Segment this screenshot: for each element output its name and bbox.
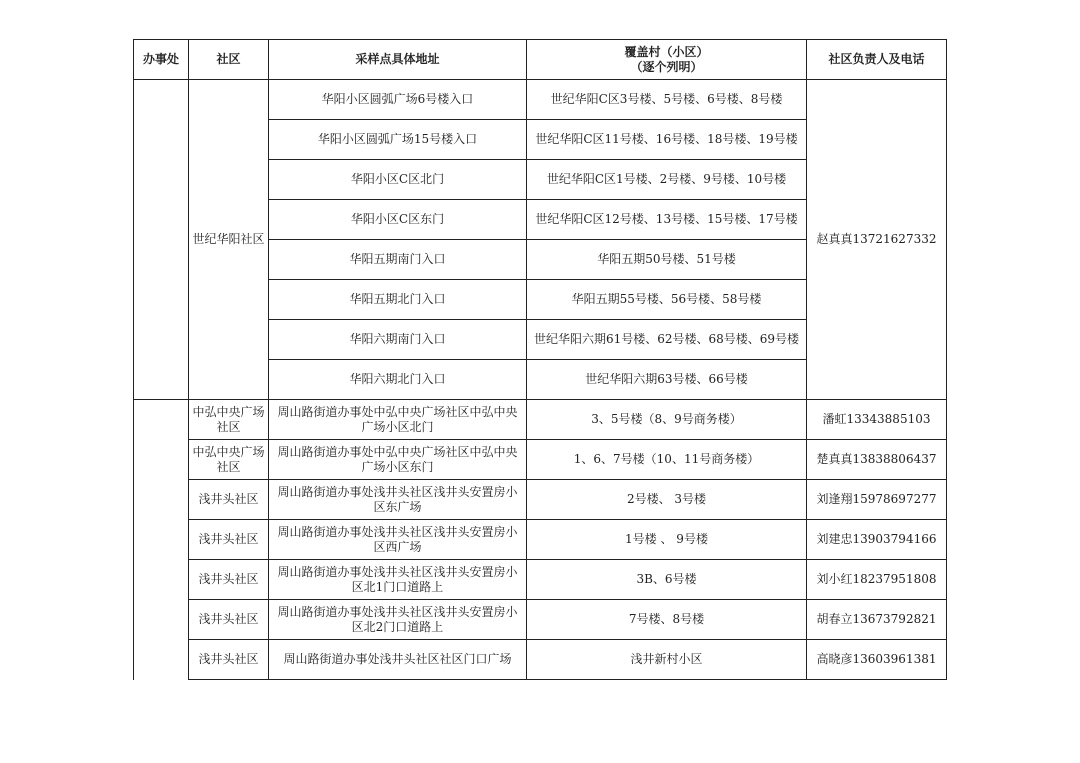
office-cell xyxy=(134,400,189,680)
coverage-cell: 世纪华阳C区3号楼、5号楼、6号楼、8号楼 xyxy=(527,80,807,120)
coverage-cell: 世纪华阳C区11号楼、16号楼、18号楼、19号楼 xyxy=(527,120,807,160)
table-row xyxy=(134,480,947,520)
address-cell: 周山路街道办事处中弘中央广场社区中弘中央广场小区东门 xyxy=(269,440,527,480)
address-cell: 华阳五期南门入口 xyxy=(269,240,527,280)
contact-cell: 胡春立13673792821 xyxy=(807,600,947,640)
address-cell: 华阳小区C区东门 xyxy=(269,200,527,240)
coverage-cell: 1、6、7号楼（10、11号商务楼） xyxy=(527,440,807,480)
header-contact: 社区负责人及电话 xyxy=(807,40,947,80)
coverage-cell: 2号楼、 3号楼 xyxy=(527,480,807,520)
address-cell: 周山路街道办事处浅井头社区浅井头安置房小区北2门口道路上 xyxy=(269,600,527,640)
coverage-cell: 世纪华阳六期61号楼、62号楼、68号楼、69号楼 xyxy=(527,320,807,360)
coverage-cell: 世纪华阳六期63号楼、66号楼 xyxy=(527,360,807,400)
community-cell: 中弘中央广场社区 xyxy=(189,440,269,480)
address-cell: 华阳小区圆弧广场6号楼入口 xyxy=(269,80,527,120)
address-cell: 周山路街道办事处浅井头社区浅井头安置房小区北1门口道路上 xyxy=(269,560,527,600)
header-coverage xyxy=(527,40,807,80)
address-cell: 周山路街道办事处浅井头社区社区门口广场 xyxy=(269,640,527,680)
community-cell: 浅井头社区 xyxy=(189,520,269,560)
table-header-row xyxy=(134,40,947,80)
address-cell: 华阳五期北门入口 xyxy=(269,280,527,320)
community-cell: 浅井头社区 xyxy=(189,480,269,520)
community-cell: 中弘中央广场社区 xyxy=(189,400,269,440)
contact-cell: 刘建忠13903794166 xyxy=(807,520,947,560)
coverage-cell: 世纪华阳C区1号楼、2号楼、9号楼、10号楼 xyxy=(527,160,807,200)
coverage-cell: 华阳五期50号楼、51号楼 xyxy=(527,240,807,280)
header-community: 社区 xyxy=(189,40,269,80)
coverage-cell: 浅井新村小区 xyxy=(527,640,807,680)
header-address: 采样点具体地址 xyxy=(269,40,527,80)
table-row xyxy=(134,400,947,440)
coverage-cell: 3、5号楼（8、9号商务楼） xyxy=(527,400,807,440)
address-cell: 周山路街道办事处浅井头社区浅井头安置房小区东广场 xyxy=(269,480,527,520)
contact-cell: 刘逢翔15978697277 xyxy=(807,480,947,520)
table-row xyxy=(134,520,947,560)
coverage-cell: 7号楼、8号楼 xyxy=(527,600,807,640)
contact-cell: 赵真真13721627332 xyxy=(807,80,947,400)
table-row xyxy=(134,600,947,640)
address-cell: 周山路街道办事处浅井头社区浅井头安置房小区西广场 xyxy=(269,520,527,560)
table-row xyxy=(134,640,947,680)
office-cell xyxy=(134,80,189,400)
coverage-cell: 世纪华阳C区12号楼、13号楼、15号楼、17号楼 xyxy=(527,200,807,240)
header-coverage-line2: （逐个列明） xyxy=(630,59,703,74)
address-cell: 华阳小区圆弧广场15号楼入口 xyxy=(269,120,527,160)
community-cell: 浅井头社区 xyxy=(189,560,269,600)
address-cell: 周山路街道办事处中弘中央广场社区中弘中央广场小区北门 xyxy=(269,400,527,440)
sampling-sites-table xyxy=(133,39,947,680)
community-cell: 浅井头社区 xyxy=(189,600,269,640)
address-cell: 华阳六期北门入口 xyxy=(269,360,527,400)
table-body xyxy=(134,80,947,680)
contact-cell: 刘小红18237951808 xyxy=(807,560,947,600)
table-row xyxy=(134,560,947,600)
coverage-cell: 3B、6号楼 xyxy=(527,560,807,600)
coverage-cell: 华阳五期55号楼、56号楼、58号楼 xyxy=(527,280,807,320)
community-cell: 浅井头社区 xyxy=(189,640,269,680)
table-row xyxy=(134,80,947,120)
coverage-cell: 1号楼 、 9号楼 xyxy=(527,520,807,560)
contact-cell: 高晓彦13603961381 xyxy=(807,640,947,680)
contact-cell: 潘虹13343885103 xyxy=(807,400,947,440)
contact-cell: 楚真真13838806437 xyxy=(807,440,947,480)
header-office: 办事处 xyxy=(134,40,189,80)
address-cell: 华阳六期南门入口 xyxy=(269,320,527,360)
table-row xyxy=(134,440,947,480)
community-cell: 世纪华阳社区 xyxy=(189,80,269,400)
header-coverage-line1: 覆盖村（小区） xyxy=(624,44,709,59)
address-cell: 华阳小区C区北门 xyxy=(269,160,527,200)
